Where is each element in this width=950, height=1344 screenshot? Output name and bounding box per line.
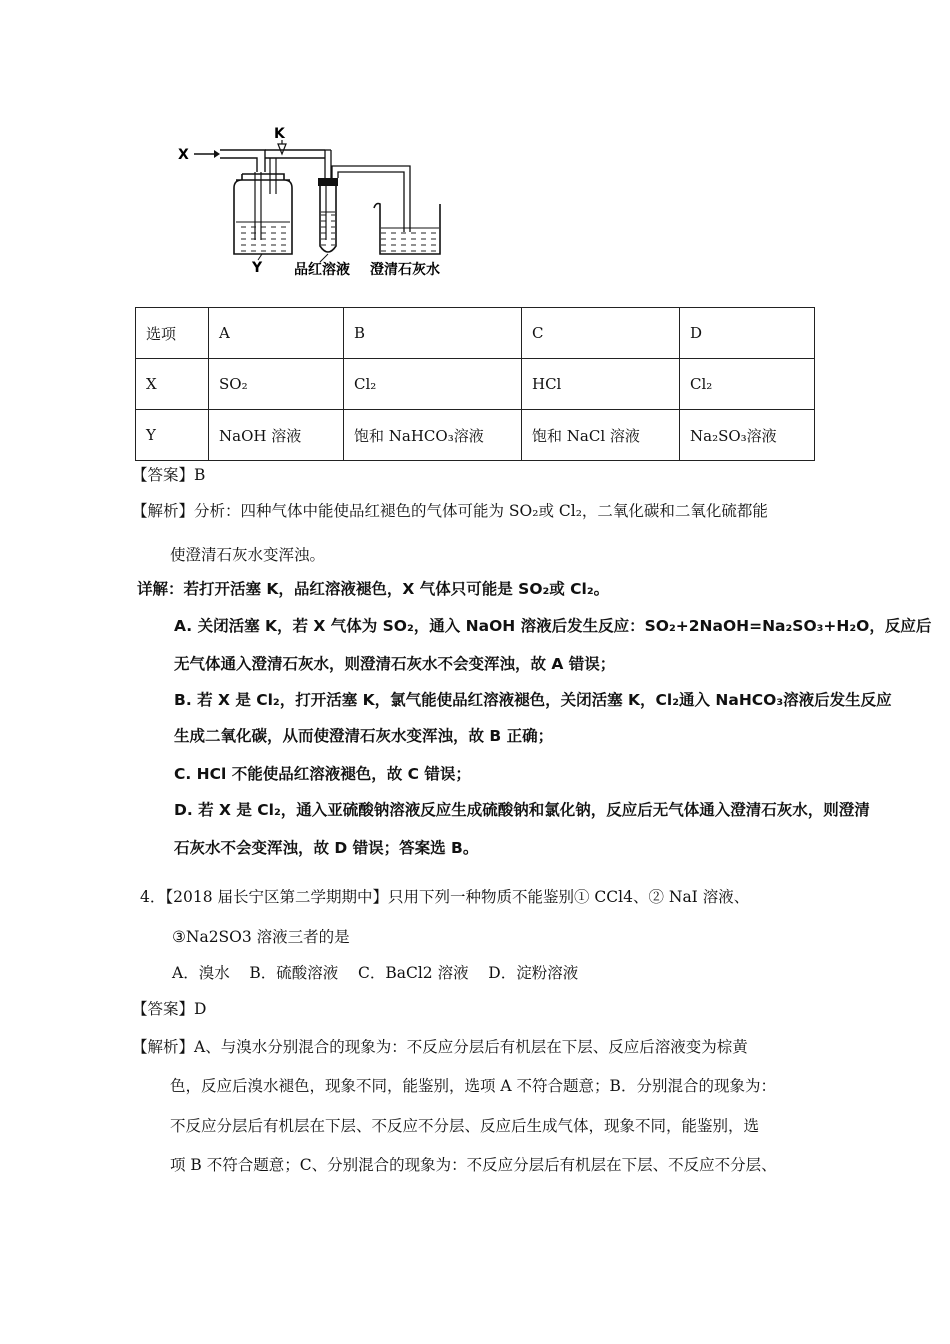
table-cell: X [136, 359, 209, 410]
table-cell: D [680, 308, 815, 359]
table-cell: Cl₂ [680, 359, 815, 410]
q3-option-b: 生成二氧化碳，从而使澄清石灰水变浑浊，故 B 正确； [174, 727, 554, 745]
table-row [136, 359, 815, 410]
table-cell: Y [136, 410, 209, 461]
table-cell: Na₂SO₃溶液 [680, 410, 815, 461]
table-row [136, 410, 815, 461]
valve-k [278, 144, 286, 154]
diagram-label-pinhong: 品红溶液 [294, 262, 350, 278]
q3-answer: 【答案】B [132, 466, 206, 484]
q3-option-a: A. 关闭活塞 K，若 X 气体为 SO₂，通入 NaOH 溶液后发生反应：SO₂+2NaOH=Na₂SO₃+H₂O，反应后 [174, 617, 932, 635]
q4-options: A．溴水 B．硫酸溶液 C．BaCl2 溶液 D．淀粉溶液 [172, 964, 579, 982]
q4-analysis-line: 不反应分层后有机层在下层、不反应不分层、反应后生成气体，现象不同，能鉴别，选 [170, 1117, 760, 1135]
stopper [318, 178, 338, 186]
diagram-label-y: Y [252, 260, 263, 276]
table-cell: B [344, 308, 522, 359]
q3-detail: 详解：若打开活塞 K，品红溶液褪色，X 气体只可能是 SO₂或 Cl₂。 [137, 580, 610, 598]
table-cell: 选项 [136, 308, 209, 359]
table-cell: Cl₂ [344, 359, 522, 410]
apparatus-diagram [170, 122, 470, 282]
table-cell: 饱和 NaCl 溶液 [522, 410, 680, 461]
diagram-label-limewater: 澄清石灰水 [370, 262, 440, 278]
table-cell: 饱和 NaHCO₃溶液 [344, 410, 522, 461]
table-cell: NaOH 溶液 [209, 410, 344, 461]
q3-option-c: C. HCl 不能使品红溶液褪色，故 C 错误； [174, 765, 471, 783]
q4-analysis-line: 【解析】A、与溴水分别混合的现象为：不反应分层后有机层在下层、反应后溶液变为棕黄 [132, 1038, 748, 1056]
q3-analysis-line: 【解析】分析：四种气体中能使品红褪色的气体可能为 SO₂或 Cl₂，二氧化碳和二氧化硫都能 [132, 502, 768, 520]
table-cell: SO₂ [209, 359, 344, 410]
q3-analysis-line: 使澄清石灰水变浑浊。 [170, 546, 326, 564]
bottle-liquid [236, 222, 290, 252]
q4-stem: ③Na2SO3 溶液三者的是 [172, 928, 350, 946]
table-cell: HCl [522, 359, 680, 410]
diagram-label-k: K [274, 126, 285, 142]
table-row [136, 308, 815, 359]
q3-option-d: D. 若 X 是 Cl₂，通入亚硫酸钠溶液反应生成硫酸钠和氯化钠，反应后无气体通入澄清石灰水，则澄清 [174, 801, 870, 819]
q3-option-b: B. 若 X 是 Cl₂，打开活塞 K，氯气能使品红溶液褪色，关闭活塞 K，Cl₂通入 NaHCO₃溶液后发生反应 [174, 691, 892, 709]
q3-option-a: 无气体通入澄清石灰水，则澄清石灰水不会变浑浊，故 A 错误； [174, 655, 616, 673]
q4-analysis-line: 色，反应后溴水褪色，现象不同，能鉴别，选项 A 不符合题意；B．分别混合的现象为： [170, 1077, 776, 1095]
table-cell: C [522, 308, 680, 359]
table-cell: A [209, 308, 344, 359]
q4-answer: 【答案】D [132, 1000, 207, 1018]
q3-option-d: 石灰水不会变浑浊，故 D 错误；答案选 B。 [174, 839, 479, 857]
q4-stem: 4．【2018 届长宁区第二学期期中】只用下列一种物质不能鉴别① CCl4、② NaI 溶液、 [140, 888, 750, 906]
options-table [135, 307, 815, 461]
q4-analysis-line: 项 B 不符合题意；C、分别混合的现象为：不反应分层后有机层在下层、不反应不分层、 [170, 1156, 777, 1174]
diagram-label-x: X [178, 147, 189, 163]
